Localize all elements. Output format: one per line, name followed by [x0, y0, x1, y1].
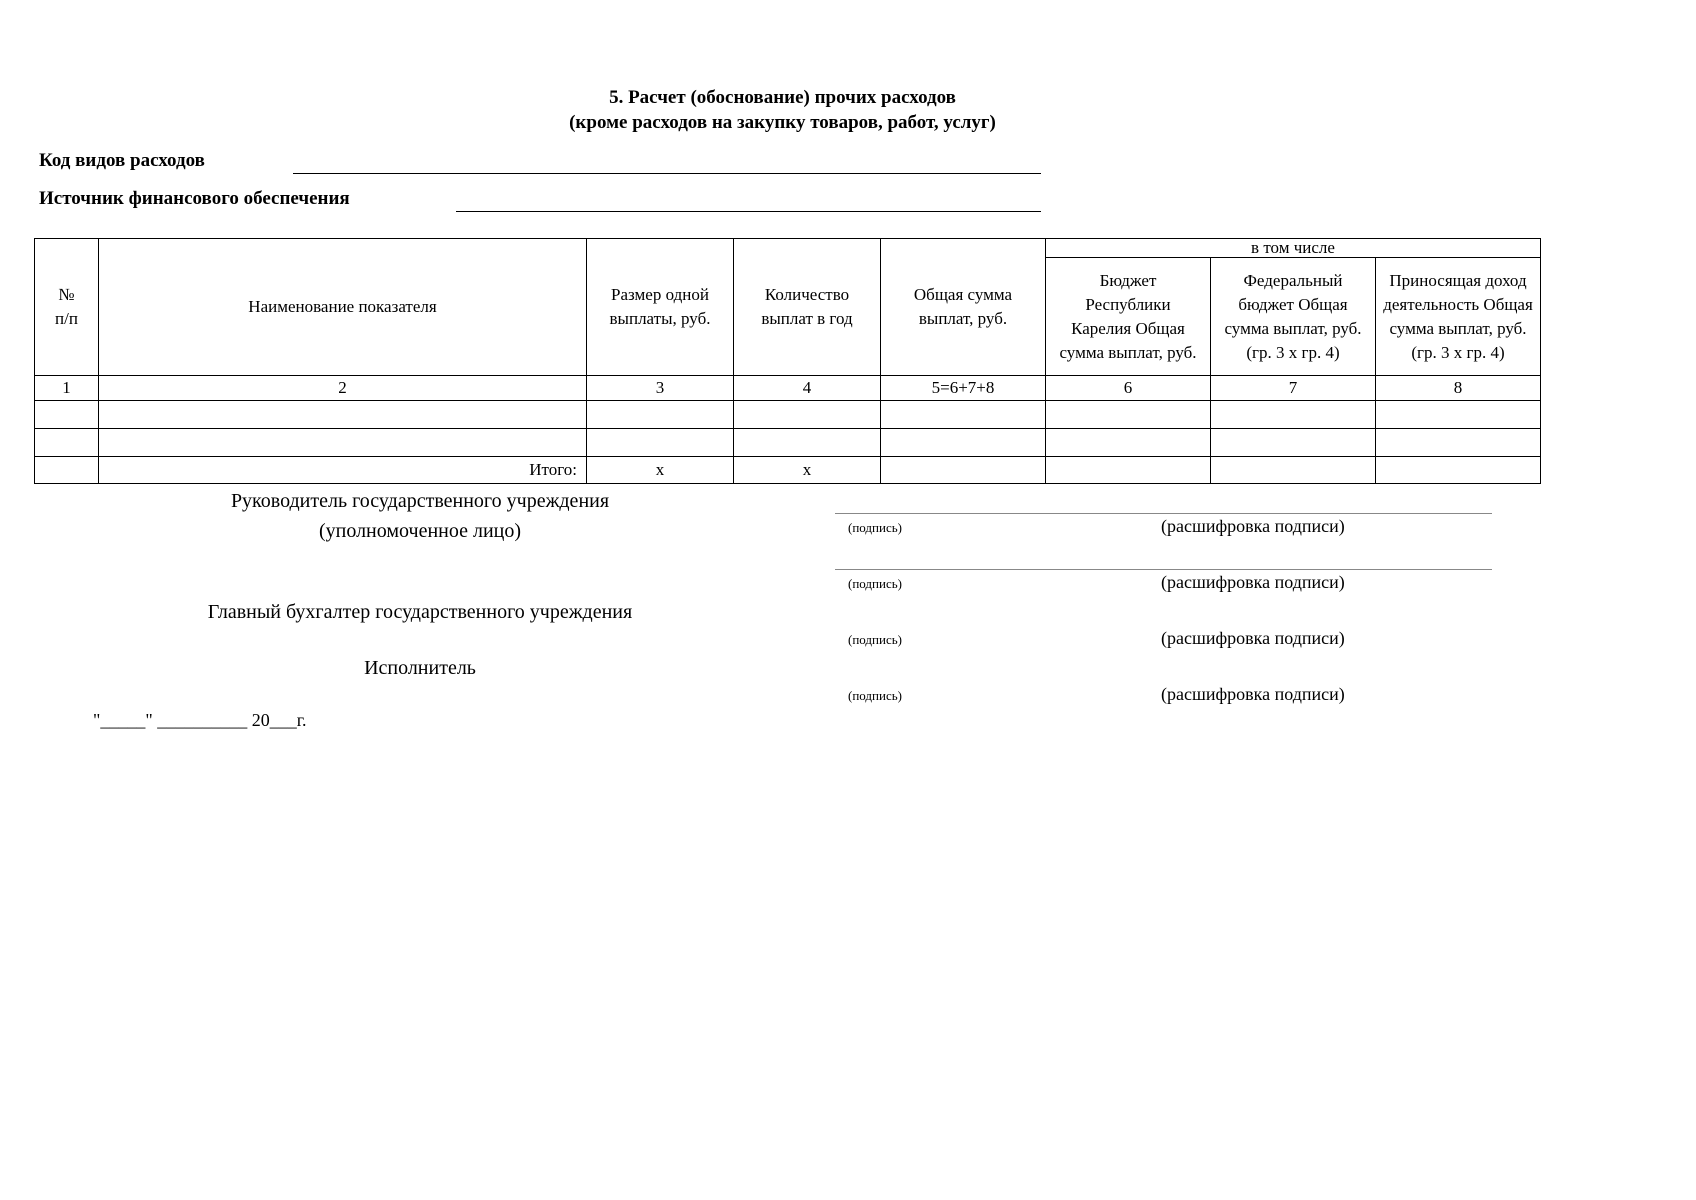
colnum-6: 6 [1046, 376, 1211, 401]
colnum-1: 1 [35, 376, 99, 401]
decode-caption: (расшифровка подписи) [1161, 684, 1345, 704]
table-cell[interactable] [734, 429, 881, 457]
document-subtitle: (кроме расходов на закупку товаров, работ, услуг) [569, 112, 996, 133]
document-title: 5. Расчет (обоснование) прочих расходов [609, 87, 956, 108]
header-group-including: в том числе [1046, 239, 1541, 258]
table-cell[interactable] [1211, 429, 1376, 457]
table-cell[interactable] [881, 401, 1046, 429]
total-sum-cell[interactable] [881, 457, 1046, 484]
table-row [35, 429, 1541, 457]
signature-caption: (подпись) [848, 688, 902, 703]
signature-caption: (подпись) [848, 576, 902, 591]
header-budget-rk: Бюджет Республики Карелия Общая сумма выплат, руб. [1046, 258, 1211, 376]
total-budget-rk-cell[interactable] [1046, 457, 1211, 484]
head-signature-line-2[interactable] [835, 569, 1492, 570]
executor-role-label: Исполнитель [364, 657, 476, 679]
table-cell[interactable] [734, 401, 881, 429]
header-payment-count: Количество выплат в год [734, 239, 881, 376]
head-role-label: Руководитель государственного учреждения [230, 490, 610, 512]
funding-source-field[interactable] [456, 211, 1041, 212]
table-cell[interactable] [99, 401, 587, 429]
table-cell[interactable] [587, 429, 734, 457]
accountant-role-label: Главный бухгалтер государственного учреждения [207, 601, 633, 623]
date-field[interactable]: "_____" __________ 20___г. [93, 710, 307, 730]
table-cell[interactable] [1211, 401, 1376, 429]
total-row [35, 457, 1541, 484]
total-x-payment-count: х [734, 457, 881, 484]
table-cell[interactable] [1376, 401, 1541, 429]
table-cell[interactable] [1376, 429, 1541, 457]
table-row [35, 401, 1541, 429]
total-label: Итого: [99, 457, 587, 484]
colnum-4: 4 [734, 376, 881, 401]
header-payment-size: Размер одной выплаты, руб. [587, 239, 734, 376]
decode-caption: (расшифровка подписи) [1161, 628, 1345, 648]
header-name: Наименование показателя [99, 239, 587, 376]
total-x-payment-size: х [587, 457, 734, 484]
header-total: Общая сумма выплат, руб. [881, 239, 1046, 376]
table-cell[interactable] [35, 429, 99, 457]
table-cell[interactable] [587, 401, 734, 429]
header-num: № п/п [35, 239, 99, 376]
table-cell [35, 457, 99, 484]
expense-calculation-table [34, 238, 1541, 484]
expense-code-field[interactable] [293, 173, 1041, 174]
head-signature-line[interactable] [835, 513, 1492, 514]
head-role-sublabel: (уполномоченное лицо) [318, 520, 522, 542]
colnum-8: 8 [1376, 376, 1541, 401]
decode-caption: (расшифровка подписи) [1161, 572, 1345, 592]
colnum-3: 3 [587, 376, 734, 401]
table-cell[interactable] [35, 401, 99, 429]
header-income: Приносящая доход деятельность Общая сумма выплат, руб. (гр. 3 х гр. 4) [1376, 258, 1541, 376]
colnum-2: 2 [99, 376, 587, 401]
table-cell[interactable] [99, 429, 587, 457]
total-federal-cell[interactable] [1211, 457, 1376, 484]
table-cell[interactable] [1046, 401, 1211, 429]
expense-code-label: Код видов расходов [39, 150, 205, 171]
total-income-cell[interactable] [1376, 457, 1541, 484]
table-cell[interactable] [1046, 429, 1211, 457]
table-cell[interactable] [881, 429, 1046, 457]
signature-caption: (подпись) [848, 632, 902, 647]
signature-caption: (подпись) [848, 520, 902, 535]
header-federal: Федеральный бюджет Общая сумма выплат, руб. (гр. 3 х гр. 4) [1211, 258, 1376, 376]
funding-source-label: Источник финансового обеспечения [39, 188, 350, 209]
colnum-7: 7 [1211, 376, 1376, 401]
decode-caption: (расшифровка подписи) [1161, 516, 1345, 536]
colnum-5: 5=6+7+8 [881, 376, 1046, 401]
